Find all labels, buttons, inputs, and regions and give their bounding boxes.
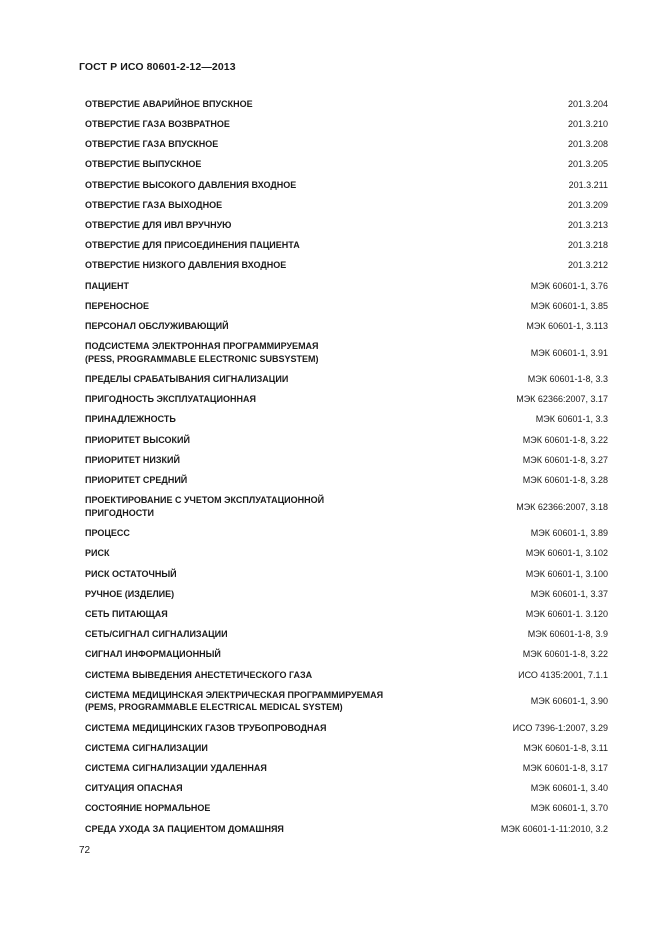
entry-term: ПРИОРИТЕТ НИЗКИЙ bbox=[85, 454, 180, 465]
index-entry bbox=[85, 256, 608, 276]
entry-term: СИСТЕМА МЕДИЦИНСКИХ ГАЗОВ ТРУБОПРОВОДНАЯ bbox=[85, 722, 327, 733]
index-entry bbox=[85, 316, 608, 336]
entry-reference: МЭК 60601-1-11:2010, 3.2 bbox=[500, 823, 608, 834]
entry-reference: МЭК 60601-1, 3.102 bbox=[525, 548, 608, 559]
index-entry bbox=[85, 389, 608, 409]
entry-reference: МЭК 60601-1, 3.40 bbox=[530, 783, 608, 794]
index-entry bbox=[85, 195, 608, 215]
index-entry bbox=[85, 544, 608, 564]
entry-term: СИГНАЛ ИНФОРМАЦИОННЫЙ bbox=[85, 649, 221, 660]
entry-term: СРЕДА УХОДА ЗА ПАЦИЕНТОМ ДОМАШНЯЯ bbox=[85, 823, 284, 834]
index-entry bbox=[85, 134, 608, 154]
entry-reference: 201.3.213 bbox=[567, 219, 608, 230]
entry-reference: 201.3.212 bbox=[567, 260, 608, 271]
entry-term: ПРОЦЕСС bbox=[85, 528, 130, 539]
entry-term: ПРОЕКТИРОВАНИЕ С УЧЕТОМ ЭКСПЛУАТАЦИОННОЙ ПРИГОДНОСТИ bbox=[85, 495, 325, 518]
entry-reference: 201.3.208 bbox=[567, 139, 608, 150]
entry-reference: МЭК 60601-1, 3.70 bbox=[530, 803, 608, 814]
entry-reference: МЭК 60601-1-8, 3.27 bbox=[522, 454, 608, 465]
index-entry bbox=[85, 665, 608, 685]
entry-term: ПЕРЕНОСНОЕ bbox=[85, 300, 149, 311]
index-entry bbox=[85, 685, 608, 718]
entry-reference: ИСО 7396-1:2007, 3.29 bbox=[512, 722, 608, 733]
entry-term: СИСТЕМА ВЫВЕДЕНИЯ АНЕСТЕТИЧЕСКОГО ГАЗА bbox=[85, 669, 313, 680]
entry-reference: МЭК 60601-1-8, 3.3 bbox=[527, 374, 608, 385]
index-entry bbox=[85, 523, 608, 543]
index-entry bbox=[85, 490, 608, 523]
entry-term: ПРЕДЕЛЫ СРАБАТЫВАНИЯ СИГНАЛИЗАЦИИ bbox=[85, 374, 289, 385]
index-entry bbox=[85, 470, 608, 490]
entry-reference: МЭК 60601-1-8, 3.17 bbox=[522, 763, 608, 774]
entry-reference: МЭК 60601-1, 3.89 bbox=[530, 528, 608, 539]
index-entry bbox=[85, 175, 608, 195]
entry-term: СИТУАЦИЯ ОПАСНАЯ bbox=[85, 783, 183, 794]
entry-reference: 201.3.204 bbox=[567, 98, 608, 109]
entry-term: ОТВЕРСТИЕ НИЗКОГО ДАВЛЕНИЯ ВХОДНОЕ bbox=[85, 260, 287, 271]
term-index-list bbox=[85, 94, 608, 839]
entry-reference: МЭК 60601-1-8, 3.11 bbox=[523, 742, 608, 753]
entry-reference: МЭК 60601-1, 3.3 bbox=[535, 414, 608, 425]
entry-reference: 201.3.211 bbox=[568, 179, 608, 190]
entry-term: ПРИОРИТЕТ ВЫСОКИЙ bbox=[85, 434, 190, 445]
entry-term: СЕТЬ ПИТАЮЩАЯ bbox=[85, 608, 168, 619]
entry-term: ПАЦИЕНТ bbox=[85, 280, 130, 291]
index-entry bbox=[85, 758, 608, 778]
entry-term: СОСТОЯНИЕ НОРМАЛЬНОЕ bbox=[85, 803, 211, 814]
page-number: 72 bbox=[79, 845, 91, 856]
entry-reference: МЭК 60601-1, 3.85 bbox=[530, 300, 608, 311]
entry-term: РИСК ОСТАТОЧНЫЙ bbox=[85, 568, 177, 579]
entry-reference: МЭК 60601-1. 3.120 bbox=[525, 608, 608, 619]
entry-term: РИСК bbox=[85, 548, 110, 559]
index-entry bbox=[85, 584, 608, 604]
index-entry bbox=[85, 94, 608, 114]
entry-term: ПЕРСОНАЛ ОБСЛУЖИВАЮЩИЙ bbox=[85, 320, 229, 331]
entry-reference: МЭК 62366:2007, 3.17 bbox=[516, 394, 608, 405]
entry-term: ПРИГОДНОСТЬ ЭКСПЛУАТАЦИОННАЯ bbox=[85, 394, 256, 405]
entry-term: ОТВЕРСТИЕ АВАРИЙНОЕ ВПУСКНОЕ bbox=[85, 98, 253, 109]
entry-reference: МЭК 60601-1, 3.91 bbox=[530, 347, 608, 358]
entry-reference: 201.3.210 bbox=[567, 119, 608, 130]
index-entry bbox=[85, 624, 608, 644]
entry-reference: МЭК 60601-1, 3.76 bbox=[530, 280, 608, 291]
index-entry bbox=[85, 645, 608, 665]
index-entry bbox=[85, 336, 608, 369]
entry-reference: МЭК 60601-1, 3.90 bbox=[530, 696, 608, 707]
index-entry bbox=[85, 410, 608, 430]
index-entry bbox=[85, 819, 608, 839]
index-entry bbox=[85, 215, 608, 235]
entry-reference: МЭК 60601-1, 3.37 bbox=[530, 588, 608, 599]
entry-term: ПОДСИСТЕМА ЭЛЕКТРОННАЯ ПРОГРАММИРУЕМАЯ (PESS, PROGRAMMABLE ELECTRONIC SUBSYSTEM) bbox=[85, 341, 319, 364]
index-entry bbox=[85, 799, 608, 819]
entry-reference: МЭК 60601-1-8, 3.22 bbox=[522, 649, 608, 660]
entry-term: ОТВЕРСТИЕ ГАЗА ВПУСКНОЕ bbox=[85, 139, 219, 150]
entry-reference: МЭК 60601-1, 3.113 bbox=[526, 320, 608, 331]
entry-term: СИСТЕМА СИГНАЛИЗАЦИИ УДАЛЕННАЯ bbox=[85, 763, 267, 774]
index-entry bbox=[85, 718, 608, 738]
entry-term: ОТВЕРСТИЕ ДЛЯ ПРИСОЕДИНЕНИЯ ПАЦИЕНТА bbox=[85, 240, 300, 251]
entry-term: РУЧНОЕ (ИЗДЕЛИЕ) bbox=[85, 588, 175, 599]
entry-reference: 201.3.209 bbox=[567, 199, 608, 210]
entry-term: ОТВЕРСТИЕ ГАЗА ВЫХОДНОЕ bbox=[85, 199, 223, 210]
entry-term: СИСТЕМА МЕДИЦИНСКАЯ ЭЛЕКТРИЧЕСКАЯ ПРОГРАММИРУЕМАЯ (PEMS, PROGRAMMABLE ELECTRICAL MEDICAL SYSTEM) bbox=[85, 689, 384, 713]
index-entry bbox=[85, 155, 608, 175]
entry-term: ОТВЕРСТИЕ ДЛЯ ИВЛ ВРУЧНУЮ bbox=[85, 219, 232, 230]
entry-term: ПРИОРИТЕТ СРЕДНИЙ bbox=[85, 475, 188, 486]
index-entry bbox=[85, 450, 608, 470]
entry-reference: МЭК 60601-1, 3.100 bbox=[525, 568, 608, 579]
index-entry bbox=[85, 564, 608, 584]
index-entry bbox=[85, 430, 608, 450]
entry-term: ОТВЕРСТИЕ ВЫСОКОГО ДАВЛЕНИЯ ВХОДНОЕ bbox=[85, 179, 297, 190]
entry-reference: ИСО 4135:2001, 7.1.1 bbox=[518, 669, 608, 680]
index-entry bbox=[85, 738, 608, 758]
entry-reference: 201.3.205 bbox=[567, 159, 608, 170]
index-entry bbox=[85, 604, 608, 624]
entry-reference: МЭК 60601-1-8, 3.22 bbox=[522, 434, 608, 445]
entry-reference: 201.3.218 bbox=[567, 240, 608, 251]
index-entry bbox=[85, 296, 608, 316]
entry-term: ОТВЕРСТИЕ ГАЗА ВОЗВРАТНОЕ bbox=[85, 119, 230, 130]
document-header: ГОСТ Р ИСО 80601-2-12—2013 bbox=[79, 61, 236, 73]
entry-reference: МЭК 60601-1-8, 3.9 bbox=[527, 629, 608, 640]
index-entry bbox=[85, 778, 608, 798]
index-entry bbox=[85, 114, 608, 134]
index-entry bbox=[85, 276, 608, 296]
entry-term: ОТВЕРСТИЕ ВЫПУСКНОЕ bbox=[85, 159, 202, 170]
entry-reference: МЭК 60601-1-8, 3.28 bbox=[522, 475, 608, 486]
entry-reference: МЭК 62366:2007, 3.18 bbox=[516, 501, 608, 512]
entry-term: СЕТЬ/СИГНАЛ СИГНАЛИЗАЦИИ bbox=[85, 629, 228, 640]
index-entry bbox=[85, 369, 608, 389]
entry-term: СИСТЕМА СИГНАЛИЗАЦИИ bbox=[85, 742, 208, 753]
entry-term: ПРИНАДЛЕЖНОСТЬ bbox=[85, 414, 176, 425]
index-entry bbox=[85, 235, 608, 255]
